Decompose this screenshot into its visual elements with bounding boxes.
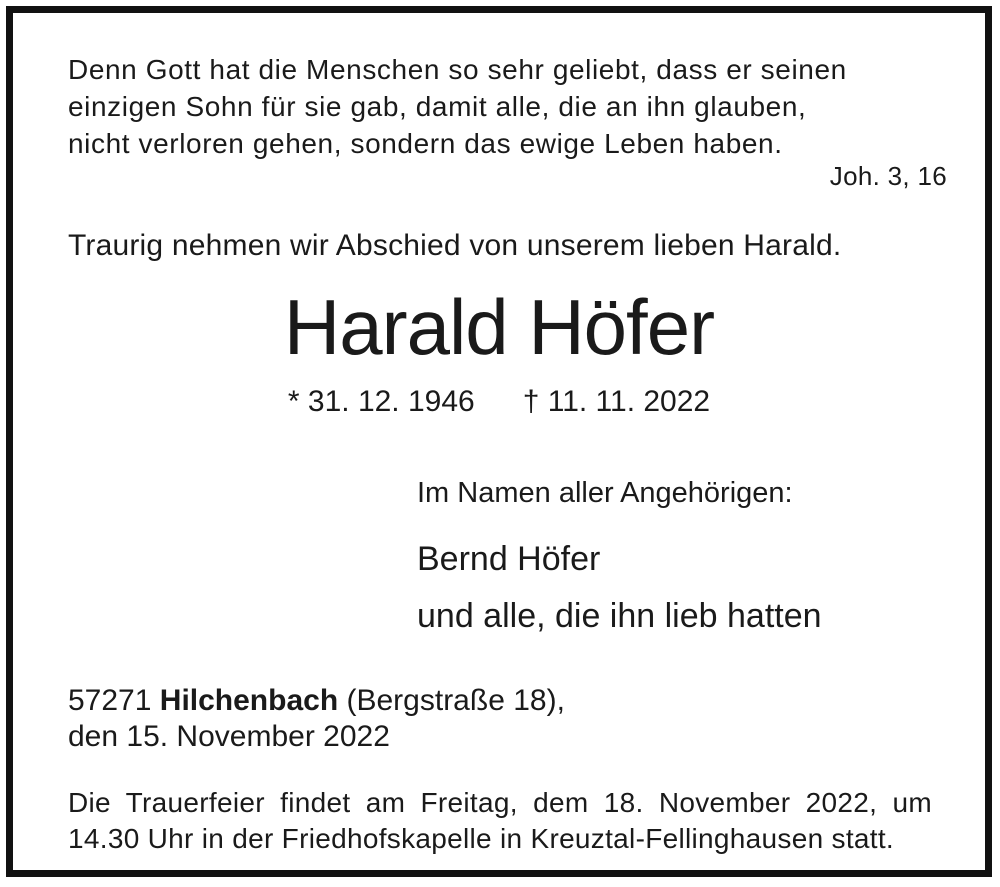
street-address: (Bergstraße 18), xyxy=(346,684,565,717)
verse-line: nicht verloren gehen, sondern das ewige Leben haben. xyxy=(68,128,783,159)
life-dates xyxy=(13,383,985,421)
verse-line: einzigen Sohn für sie gab, damit alle, die an ihn glauben, xyxy=(68,91,807,122)
postal-code: 57271 xyxy=(68,684,152,717)
city: Hilchenbach xyxy=(159,684,339,717)
verse-reference: Joh. 3, 16 xyxy=(829,161,947,191)
service-line: 14.30 Uhr in der Friedhofskapelle in Kreuztal-Fellinghausen statt. xyxy=(68,823,895,854)
deceased-name: Harald Höfer xyxy=(283,283,715,371)
signature-others: und alle, die ihn lieb hatten xyxy=(417,597,822,635)
funeral-service-info xyxy=(68,785,932,857)
obituary-frame xyxy=(6,6,992,877)
birth-date: * 31. 12. 1946 xyxy=(287,385,475,418)
signature-intro: Im Namen aller Angehörigen: xyxy=(417,477,793,509)
address-line xyxy=(68,683,565,719)
signature-block xyxy=(417,475,822,638)
signature-name: Bernd Höfer xyxy=(417,540,601,578)
bible-verse xyxy=(68,51,847,162)
death-date: † 11. 11. 2022 xyxy=(522,385,711,418)
intro-text: Traurig nehmen wir Abschied von unserem lieben Harald. xyxy=(68,229,842,262)
service-line: Die Trauerfeier findet am Freitag, dem 18. November 2022, um xyxy=(68,787,932,818)
place-date xyxy=(68,683,565,755)
date-line: den 15. November 2022 xyxy=(68,720,390,753)
verse-line: Denn Gott hat die Menschen so sehr geliebt, dass er seinen xyxy=(68,54,847,85)
